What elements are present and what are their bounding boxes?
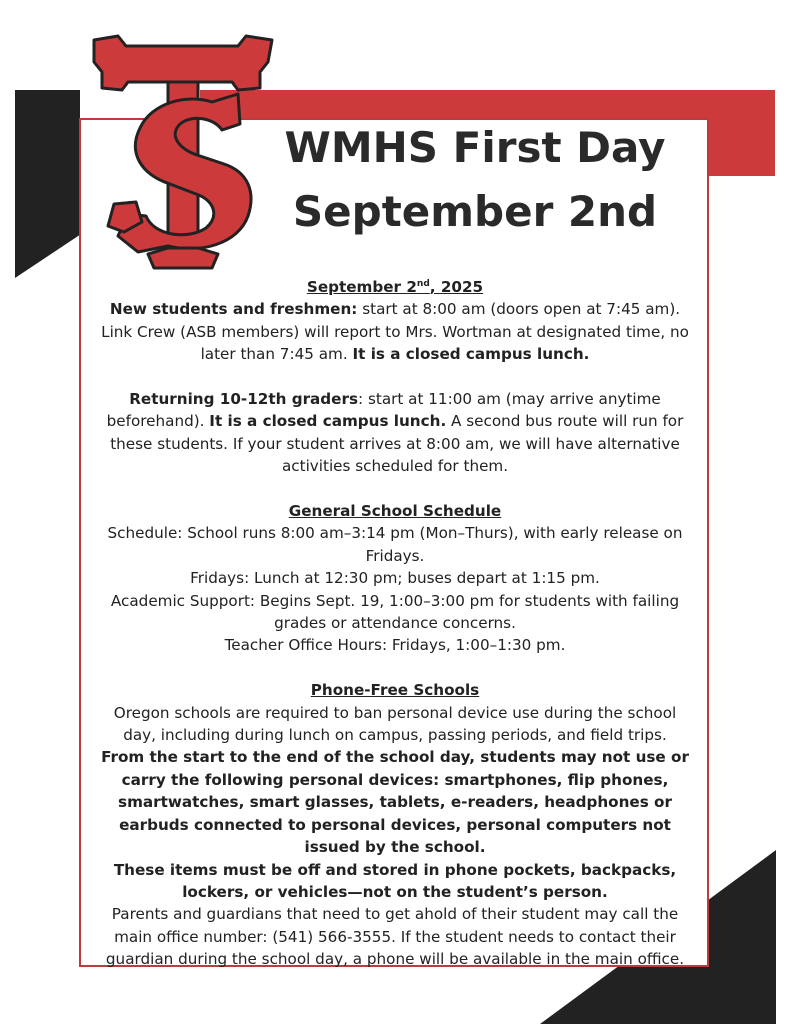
returning-students-paragraph <box>98 388 692 478</box>
general-schedule-heading: General School Schedule <box>288 502 502 521</box>
phone-free-contact: Parents and guardians that need to get ahold of their student may call the main office number: (541) 566-3555. If the student needs to contact their guardian during the school day, a phone will be available in the main office. <box>105 905 685 969</box>
office-hours-line: Teacher Office Hours: Fridays, 1:00–1:30 pm. <box>224 636 566 655</box>
fridays-line: Fridays: Lunch at 12:30 pm; buses depart at 1:15 pm. <box>190 569 600 588</box>
first-day-heading <box>98 276 692 298</box>
new-students-label: New students and freshmen: <box>109 300 358 319</box>
new-students-paragraph <box>98 298 692 365</box>
phone-free-heading: Phone-Free Schools <box>310 681 480 700</box>
ts-monogram-logo-icon <box>88 32 278 272</box>
returning-students-text-1: : start at 11:00 am (may arrive anytime beforehand). <box>106 390 661 431</box>
returning-students-closed-lunch: It is a closed campus lunch. <box>209 412 447 431</box>
phone-free-intro: Oregon schools are required to ban personal device use during the school day, including during lunch on campus, passing periods, and field trips. <box>113 703 677 745</box>
new-students-text: start at 8:00 am (doors open at 7:45 am). Link Crew (ASB members) will report to Mrs. Wortman at designated time, no later than 7:45 am. <box>101 300 689 364</box>
returning-students-label: Returning 10-12th graders <box>129 390 359 409</box>
first-day-heading-date: September 2 <box>306 278 417 296</box>
phone-free-storage: These items must be off and stored in phone pockets, backpacks, lockers, or vehicles—not on the student’s person. <box>113 860 677 901</box>
returning-students-text-2: A second bus route will run for these students. If your student arrives at 8:00 am, we will have alternative activities scheduled for them. <box>110 412 684 476</box>
phone-free-devices: From the start to the end of the school day, students may not use or carry the following personal devices: smartphones, flip phones, smartwatches, smart glasses, tablets, e-readers, headphones or earbuds connected to personal devices, personal computers not issued by the school. <box>101 748 689 857</box>
first-day-heading-sup: nd <box>416 278 430 289</box>
schedule-line: Schedule: School runs 8:00 am–3:14 pm (Mon–Thurs), with early release on Fridays. <box>107 524 683 565</box>
title-line-2: September 2nd <box>292 187 658 236</box>
decorative-black-band-left <box>15 90 80 278</box>
academic-support-line: Academic Support: Begins Sept. 19, 1:00–3:00 pm for students with failing grades or attendance concerns. <box>110 591 680 633</box>
page-title <box>268 116 682 244</box>
title-line-1: WMHS First Day <box>284 123 666 172</box>
new-students-closed-lunch: It is a closed campus lunch. <box>352 345 590 364</box>
flyer-content <box>98 276 692 971</box>
first-day-heading-year: , 2025 <box>429 278 484 296</box>
